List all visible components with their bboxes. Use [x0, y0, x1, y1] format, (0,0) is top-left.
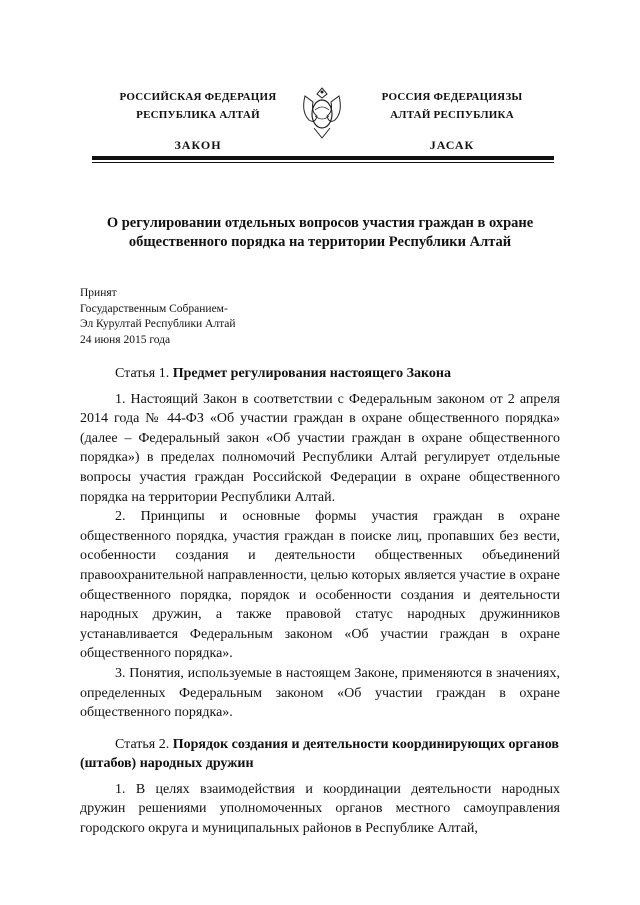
header-rule-thin	[92, 162, 554, 163]
law-title: О регулировании отдельных вопросов участия граждан в охране общественного порядка на территории Республики Алтай	[106, 215, 534, 250]
article-paragraph: 1. Настоящий Закон в соответствии с Федеральным законом от 2 апреля 2014 года № 44-ФЗ «Об участии граждан в охране общественного порядка» (далее – Федеральный закон «Об участии граждан в охране общественного порядка») в пределах полномочий Республики Алтай регулирует отдельные вопросы участия граждан Российской Федерации в охране общественного порядка на территории Республики Алтай.	[80, 391, 560, 505]
header-rule-thick	[92, 156, 554, 160]
article-paragraph: 3. Понятия, используемые в настоящем Законе, применяются в значениях, определенных Федеральным законом «Об участии граждан в охране общественного порядка».	[80, 665, 560, 721]
law-body	[80, 364, 560, 839]
header-left-line1: РОССИЙСКАЯ ФЕДЕРАЦИЯ	[119, 91, 277, 103]
header-right-law: JАСАК	[429, 138, 475, 152]
header-right-block	[352, 88, 552, 154]
adoption-line: Эл Курултай Республики Алтай	[80, 318, 236, 330]
adoption-block	[80, 286, 380, 348]
article-heading	[80, 364, 560, 384]
coat-of-arms-icon	[297, 82, 347, 142]
article-heading	[80, 735, 560, 774]
article-title: Предмет регулирования настоящего Закона	[172, 366, 451, 381]
adoption-line: Государственным Собранием-	[80, 302, 228, 315]
article-title: Порядок создания и деятельности координирующих органов (штабов) народных дружин	[80, 736, 559, 772]
article-paragraph: 2. Принципы и основные формы участия граждан в охране общественного порядка, участия граждан в поиске лиц, пропавших без вести, особенности создания и деятельности общественных объединений правоохранительной направленности, целью которых является участие в охране общественного порядка, порядок и особенности создания и деятельности народных дружин, а также правовой статус народных дружинников устанавливается Федеральным законом «Об участии граждан в охране общественного порядка».	[80, 509, 560, 662]
header-left-block	[98, 88, 298, 154]
article-label: Статья 2.	[115, 736, 170, 752]
header-left-line2: РЕСПУБЛИКА АЛТАЙ	[136, 109, 260, 121]
header-right-line1: РОССИЯ ФЕДЕРАЦИЯЗЫ	[381, 91, 523, 103]
adoption-line: Принят	[80, 287, 117, 299]
article-label: Статья 1.	[115, 366, 170, 381]
adoption-date: 24 июня 2015 года	[80, 333, 171, 346]
header-left-law: ЗАКОН	[174, 138, 222, 152]
header-right-line2: АЛТАЙ РЕСПУБЛИКА	[390, 109, 514, 121]
article-paragraph: 1. В целях взаимодействия и координации деятельности народных дружин решениями уполномоченных органов местного самоуправления городского округа и муниципальных районов в Республике Алтай,	[80, 781, 560, 837]
